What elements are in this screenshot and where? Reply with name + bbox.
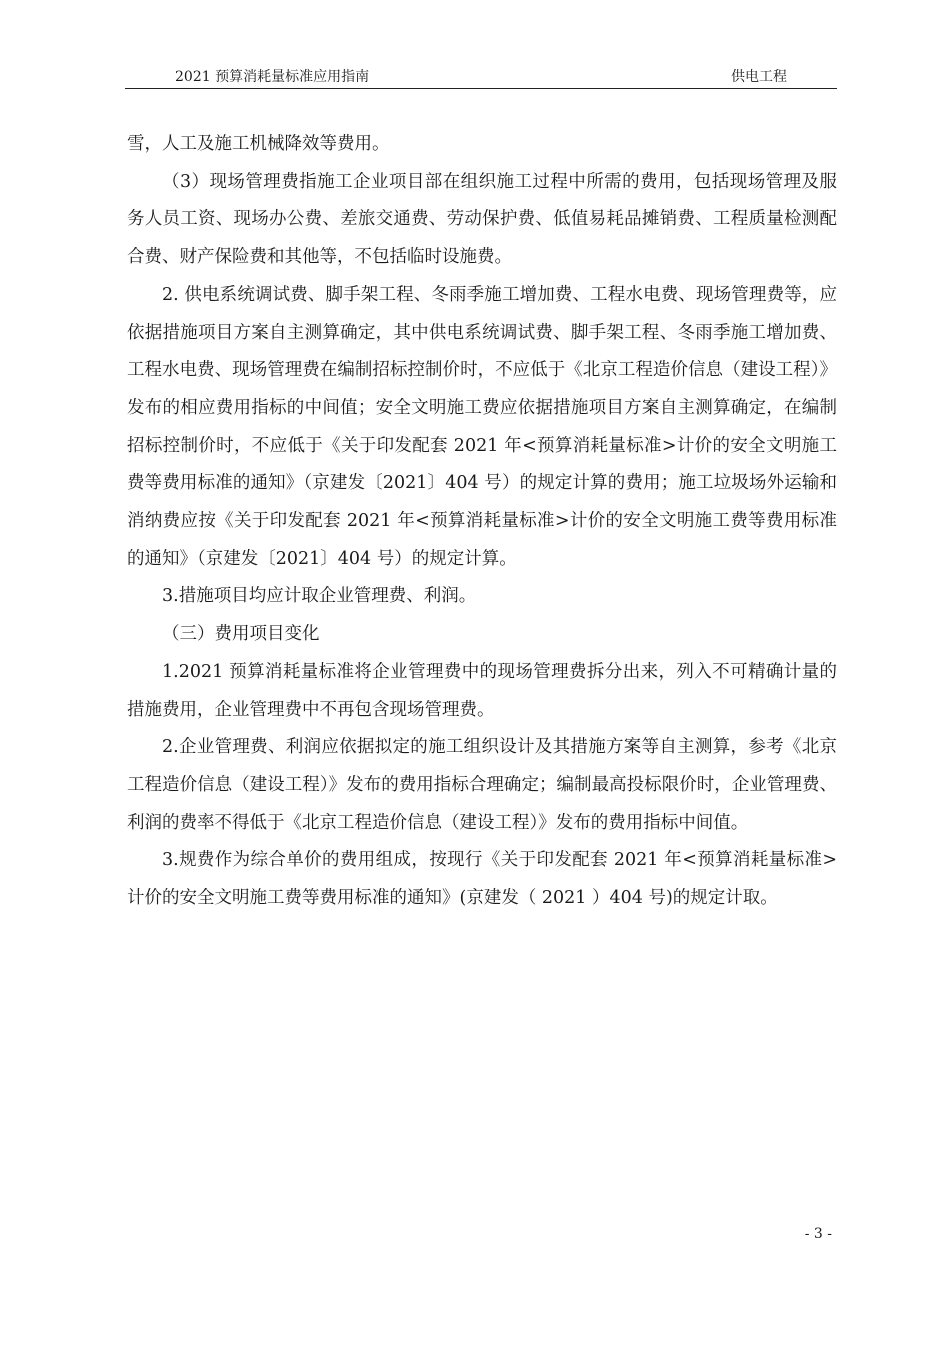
page-number: - 3 - xyxy=(804,1226,832,1242)
document-body xyxy=(127,126,837,918)
paragraph-management-profit: 3.措施项目均应计取企业管理费、利润。 xyxy=(162,586,477,607)
paragraph-change-3: 3.规费作为综合单价的费用组成，按现行《关于印发配套 2021 年<预算消耗量标准>计价的安全文明施工费等费用标准的通知》(京建发（ 2021 ）404 号)的规定计取。 xyxy=(127,850,837,909)
paragraph-change-2: 2.企业管理费、利润应依据拟定的施工组织设计及其措施方案等自主测算，参考《北京工程造价信息（建设工程）》发布的费用指标合理确定；编制最高投标限价时，企业管理费、利润的费率不得低于《北京工程造价信息（建设工程）》发布的费用指标中间值。 xyxy=(127,737,837,833)
paragraph-measure-fees: 2. 供电系统调试费、脚手架工程、冬雨季施工增加费、工程水电费、现场管理费等，应依据措施项目方案自主测算确定，其中供电系统调试费、脚手架工程、冬雨季施工增加费、工程水电费、现场管理费在编制招标控制价时，不应低于《北京工程造价信息（建设工程）》发布的相应费用指标的中间值；安全文明施工费应依据措施项目方案自主测算确定，在编制招标控制价时，不应低于《关于印发配套 2021 年<预算消耗量标准>计价的安全文明施工费等费用标准的通知》（京建发〔2021〕404 号）的规定计算的费用；施工垃圾场外运输和消纳费应按《关于印发配套 2021 年<预算消耗量标准>计价的安全文明施工费等费用标准的通知》（京建发〔2021〕404 号）的规定计算。 xyxy=(127,284,837,569)
header-document-title: 2021 预算消耗量标准应用指南 xyxy=(175,69,370,85)
paragraph-continuation: 雪，人工及施工机械降效等费用。 xyxy=(127,134,390,154)
paragraph-change-1: 1.2021 预算消耗量标准将企业管理费中的现场管理费拆分出来，列入不可精确计量的措施费用，企业管理费中不再包含现场管理费。 xyxy=(127,661,837,720)
header-section-title: 供电工程 xyxy=(731,69,787,85)
paragraph-site-management-fee: （3）现场管理费指施工企业项目部在组织施工过程中所需的费用，包括现场管理及服务人员工资、现场办公费、差旅交通费、劳动保护费、低值易耗品摊销费、工程质量检测配合费、财产保险费和其他等，不包括临时设施费。 xyxy=(127,171,837,268)
page-header xyxy=(125,64,837,89)
section-heading-fee-changes: （三）费用项目变化 xyxy=(162,624,320,645)
